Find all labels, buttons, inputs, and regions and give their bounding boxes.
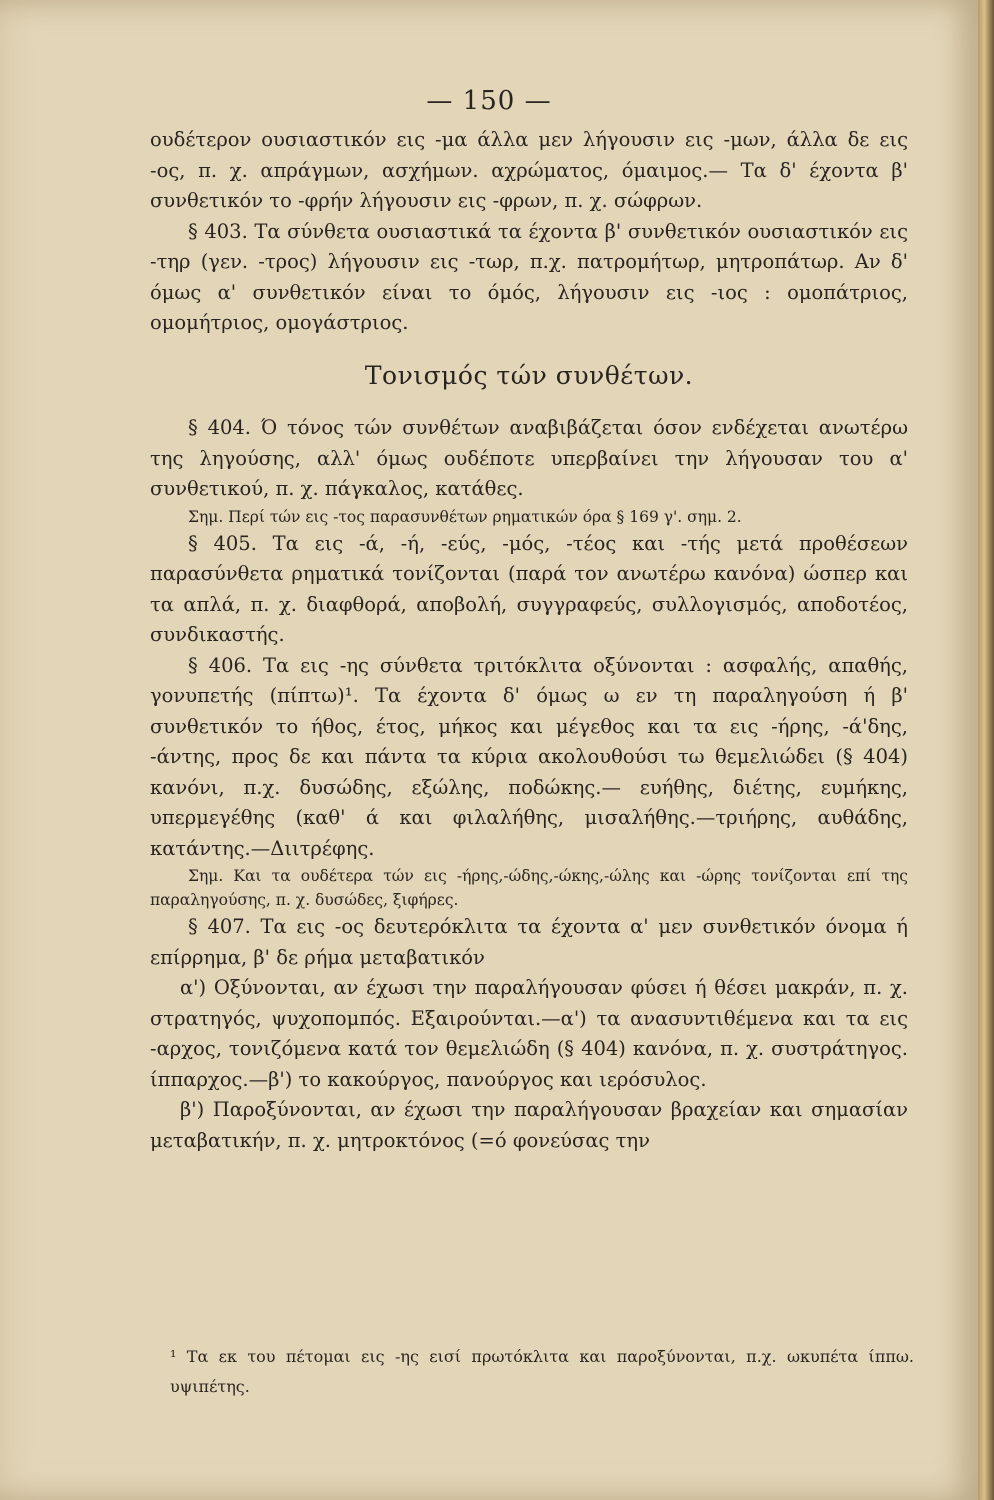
page-edge [978,0,994,1500]
note-406: Σημ. Και τα ουδέτερα τών εις -ήρης,-ώδης,-ώκης,-ώλης και -ώρης τονίζονται επί της παραληγούσης, π. χ. δυσώδες, ξιφήρες. [150,867,908,909]
paragraph-405: § 405. Τα εις -ά, -ή, -εύς, -μός, -τέος και -τής μετά προθέσεων παρασύνθετα ρηματικά τονίζονται (παρά τον ανωτέρω κανόνα) ώσπερ και τα απλά, π. χ. διαφθορά, αποβολή, συγγραφεύς, συλλογισμός, αποδοτέος, συνδικαστής. [150,531,908,646]
page-number: — 150 — [426,86,552,116]
paragraph-continuation: ουδέτερον ουσιαστικόν εις -μα άλλα μεν λήγουσιν εις -μων, άλλα δε εις -ος, π. χ. απράγμων, ασχήμων. αχρώματος, όμαιμος.— Τα δ' έχοντα β' συνθετικόν το -φρήν λήγουσιν εις -φρων, π. χ. σώφρων. [150,128,908,212]
paragraph-407-a: α') Οξύνονται, αν έχωσι την παραλήγουσαν φύσει ή θέσει μακράν, π. χ. στρατηγός, ψυχοπομπός. Εξαιρούνται.—α') τα ανασυντιθέμενα και τα εις -αρχος, τονιζόμενα κατά τον θεμελιώδη (§ 404) κανόνα, π. χ. συστράτηγος. ίππαρχος.—β') το κακούργος, πανούργος και ιερόσυλος. [150,976,908,1091]
paragraph-406: § 406. Τα εις -ης σύνθετα τριτόκλιτα οξύνονται : ασφαλής, απαθής, γονυπετής (πίπτω)¹. Τα έχοντα δ' όμως ω εν τη παραληγούση ή β' συνθετικόν το ήθος, έτος, μήκος και μέγεθος και τα εις -ήρης, -ά'δης, -άντης, προς δε και πάντα τα κύρια ακολουθούσι τω θεμελιώδει (§ 404) κανόνι, π.χ. δυσώδης, εξώλης, ποδώκης.— ευήθης, διέτης, ευμήκης, υπερμεγέθης (καθ' ά και φιλαλήθης, μισαλήθης.—τριήρης, αυθάδης, κατάντης.—Διιτρέφης. [150,653,908,860]
paragraph-404: § 404. Ό τόνος τών συνθέτων αναβιβάζεται όσον ενδέχεται ανωτέρω της ληγούσης, αλλ' όμως ουδέποτε υπερβαίνει την λήγουσαν του α' συνθετικού, π. χ. πάγκαλος, κατάθες. [150,416,908,500]
note-404: Σημ. Περί τών εις -τος παρασυνθέτων ρηματικών όρα § 169 γ'. σημ. 2. [188,507,742,526]
paragraph-407: § 407. Τα εις -ος δευτερόκλιτα τα έχοντα α' μεν συνθετικόν όνομα ή επίρρημα, β' δε ρήμα μεταβατικόν [150,915,908,969]
paragraph-407-b: β') Παροξύνονται, αν έχωσι την παραλήγουσαν βραχείαν και σημασίαν μεταβατικήν, π. χ. μητροκτόνος (=ό φονεύσας την [150,1098,908,1152]
page-body [150,125,908,1156]
paragraph-403: § 403. Τα σύνθετα ουσιαστικά τα έχοντα β' συνθετικόν ουσιαστικόν εις -τηρ (γεν. -τρος) λήγουσιν εις -τωρ, π.χ. πατρομήτωρ, μητροπάτωρ. Αν δ' όμως α' συνθετικόν είναι το όμός, λήγουσιν εις -ιος : ομοπάτριος, ομομήτριος, ομογάστριος. [150,219,908,334]
section-heading: Τονισμός τών συνθέτων. [364,360,694,390]
footnote: ¹ Τα εκ του πέτομαι εις -ης εισί πρωτόκλιτα και παροξύνονται, π.χ. ωκυπέτα ίππω. υψιπέτης. [170,1347,914,1396]
